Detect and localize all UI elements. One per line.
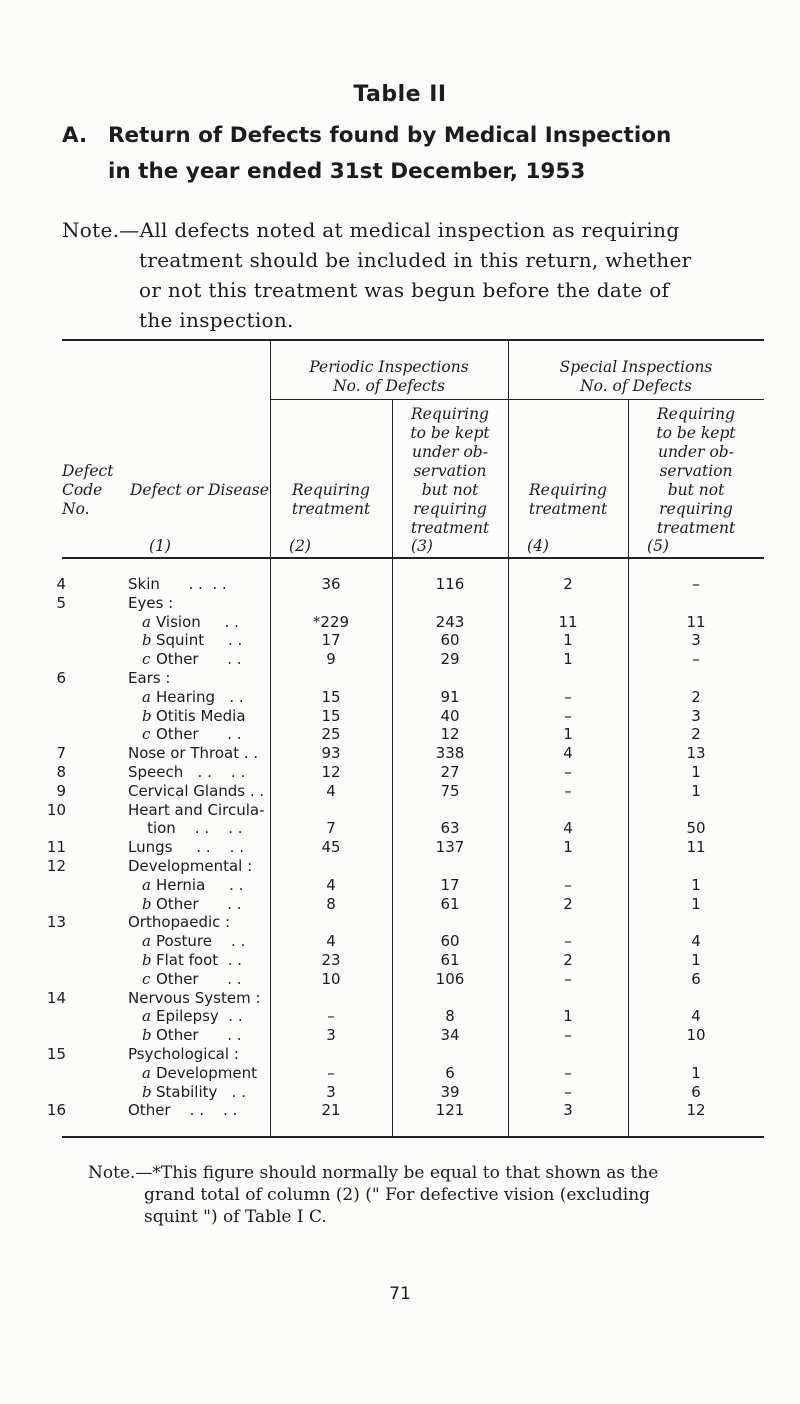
col5-header-line-3: under ob- [658, 443, 734, 461]
row-value-c2: 8 [326, 894, 336, 913]
row-label-text: Skin . . . . [128, 575, 227, 593]
note-line-4: the inspection. [139, 308, 294, 332]
row-value-c4: 1 [563, 631, 573, 650]
row-label [128, 1045, 239, 1064]
col5-header-line-5: but not [667, 481, 725, 499]
heading-line-1: Return of Defects found by Medical Inspection [108, 123, 672, 148]
group-divider-rule [270, 399, 764, 400]
row-value-c2: 4 [326, 875, 336, 894]
col2-number: (2) [289, 537, 311, 555]
row-value-c2: 9 [326, 650, 336, 669]
row-value-c4: 1 [563, 650, 573, 669]
row-sub-letter: c [142, 650, 151, 669]
col3-header-line-1: Requiring [411, 405, 489, 423]
row-label [128, 575, 227, 594]
col2-header-line-2: treatment [291, 500, 371, 518]
row-value-c3: 243 [435, 612, 465, 631]
col3-header-line-6: requiring [413, 500, 487, 518]
row-code: 16 [46, 1101, 66, 1120]
row-value-c2: 3 [326, 1082, 336, 1101]
col2-header [270, 481, 392, 519]
row-label-text: tion . . . . [128, 819, 243, 838]
row-value-c4: – [564, 932, 572, 951]
code-header-line-1: Defect [62, 462, 114, 480]
periodic-header-line-1: Periodic Inspections [309, 358, 469, 376]
row-label-text: Other . . [156, 969, 242, 988]
row-label [128, 707, 246, 726]
col5-header-line-4: servation [659, 462, 733, 480]
row-value-c4: 1 [563, 1007, 573, 1026]
periodic-header-line-2: No. of Defects [333, 377, 445, 395]
vline-3 [508, 339, 509, 1136]
row-value-c5: 10 [686, 1026, 706, 1045]
row-value-c4: – [564, 781, 572, 800]
row-label [128, 876, 243, 895]
row-value-c5: 3 [691, 706, 701, 725]
row-value-c4: 2 [563, 894, 573, 913]
row-sub-letter: a [142, 687, 151, 706]
row-code: 14 [46, 988, 66, 1007]
note-line-3: or not this treatment was begun before the date of [139, 278, 670, 302]
row-value-c2: 12 [321, 763, 341, 781]
row-value-c4: – [564, 1026, 572, 1045]
row-label [128, 801, 265, 820]
row-label [128, 631, 242, 650]
row-value-c2: – [327, 1063, 335, 1082]
row-code: 6 [56, 669, 66, 687]
col3-number: (3) [411, 537, 433, 555]
row-value-c5: 1 [691, 781, 701, 800]
row-value-c3: 40 [440, 706, 460, 725]
row-sub-letter: a [142, 612, 151, 631]
row-code: 15 [46, 1045, 66, 1063]
periodic-group-header [270, 358, 508, 396]
bottom-note-line-1: *This figure should normally be equal to that shown as the [152, 1163, 659, 1183]
row-label-text: Lungs . . . . [128, 838, 244, 857]
col5-header-line-1: Requiring [657, 405, 735, 423]
row-value-c3: 17 [440, 875, 460, 894]
vline-1 [270, 339, 271, 1136]
row-value-c2: – [327, 1007, 335, 1026]
row-label [128, 782, 264, 801]
row-label-text: Vision . . [156, 612, 239, 631]
code-header-line-3: No. [62, 500, 90, 518]
row-code: 11 [46, 838, 66, 857]
row-label [128, 650, 242, 669]
row-label-text: Nose or Throat . . [128, 744, 259, 763]
row-label-text: Speech . . . . [128, 763, 246, 781]
col4-header-line-2: treatment [528, 500, 608, 518]
row-label [128, 763, 245, 782]
row-value-c3: 29 [440, 650, 460, 669]
bottom-note [88, 1162, 748, 1228]
special-header-line-1: Special Inspections [559, 358, 713, 376]
col1-number: (1) [149, 537, 171, 555]
row-label [128, 688, 244, 707]
row-value-c4: 3 [563, 1101, 573, 1120]
col4-header [508, 481, 628, 519]
row-value-c5: 11 [686, 612, 706, 631]
row-value-c3: 338 [435, 744, 465, 763]
row-value-c5: 4 [691, 932, 701, 951]
row-value-c3: 137 [435, 838, 465, 857]
row-label-text: Ears : [128, 669, 171, 687]
row-value-c4: – [564, 706, 572, 725]
row-value-c5: 2 [691, 725, 701, 744]
row-value-c5: 11 [686, 838, 706, 857]
row-label [128, 1101, 237, 1120]
row-value-c5: 4 [691, 1007, 701, 1026]
row-label [128, 725, 242, 744]
row-sub-letter: b [142, 894, 152, 913]
row-value-c3: 106 [435, 969, 465, 988]
row-code: 9 [56, 781, 66, 800]
row-value-c2: 4 [326, 932, 336, 951]
table-title: Table II [353, 82, 447, 107]
row-label [128, 669, 170, 688]
row-value-c5: 12 [686, 1101, 706, 1120]
note-label: Note.— [62, 218, 140, 242]
row-value-c4: – [564, 687, 572, 706]
row-value-c3: 12 [440, 725, 460, 744]
row-value-c3: 39 [440, 1082, 460, 1101]
row-value-c4: – [564, 1082, 572, 1101]
row-label-text: Other . . . . [128, 1101, 238, 1120]
row-value-c5: 1 [691, 875, 701, 894]
row-value-c2: 21 [321, 1101, 341, 1120]
row-sub-letter: a [142, 932, 151, 951]
row-value-c2: 15 [321, 706, 341, 725]
row-code: 13 [46, 913, 66, 932]
row-value-c2: 45 [321, 838, 341, 857]
row-label-text: Eyes : [128, 593, 174, 612]
row-label-text: Orthopaedic : [128, 913, 231, 932]
row-value-c3: 61 [440, 894, 460, 913]
table-bottom-rule [62, 1136, 764, 1138]
row-label [128, 895, 242, 914]
row-label-text: Epilepsy . . [156, 1007, 243, 1026]
row-label-text: Development [156, 1063, 257, 1082]
row-label [128, 1007, 243, 1026]
col5-number: (5) [647, 537, 669, 555]
col4-header-line-1: Requiring [529, 481, 607, 499]
row-value-c3: 6 [445, 1063, 455, 1082]
row-value-c4: – [564, 1063, 572, 1082]
row-label-text: Nervous System : [128, 988, 261, 1007]
row-value-c5: 1 [691, 1063, 701, 1082]
row-label-text: Other . . [156, 894, 242, 913]
row-label-text: Other . . [156, 1026, 242, 1045]
row-label [128, 744, 258, 763]
row-code: 8 [56, 763, 66, 781]
row-value-c2: 17 [321, 631, 341, 650]
row-label-text: Flat foot . . [156, 951, 242, 969]
row-code: 5 [56, 593, 66, 612]
row-label-text: Hearing . . [156, 687, 244, 706]
row-label-text: Hernia . . [156, 875, 244, 894]
defect-disease-header [130, 481, 270, 500]
row-value-c3: 34 [440, 1026, 460, 1045]
col5-header [628, 405, 764, 538]
row-label-text: Heart and Circula- [128, 800, 265, 819]
row-label [128, 594, 173, 613]
row-label-text: Posture . . [156, 932, 246, 951]
row-value-c2: 4 [326, 781, 336, 800]
col3-header [392, 405, 508, 538]
col3-header-line-3: under ob- [412, 443, 488, 461]
row-value-c4: – [564, 763, 572, 781]
row-value-c5: – [692, 575, 700, 593]
row-sub-letter: b [142, 1026, 152, 1045]
col2-header-line-1: Requiring [292, 481, 370, 499]
row-sub-letter: a [142, 1007, 151, 1026]
row-label [128, 857, 252, 876]
row-value-c5: 6 [691, 1082, 701, 1101]
row-value-c4: 11 [558, 612, 578, 631]
row-label-text: Psychological : [128, 1045, 239, 1063]
row-label [128, 951, 242, 970]
row-value-c2: 36 [321, 575, 341, 593]
row-value-c4: 4 [563, 744, 573, 763]
row-label [128, 932, 245, 951]
row-value-c3: 116 [435, 575, 465, 593]
row-value-c5: 1 [691, 951, 701, 969]
table-top-rule [62, 339, 764, 341]
code-header-line-2: Code [62, 481, 103, 499]
row-value-c4: – [564, 969, 572, 988]
row-label-text: Other . . [156, 650, 242, 669]
row-value-c4: 1 [563, 838, 573, 857]
heading-line-2: in the year ended 31st December, 1953 [108, 159, 586, 184]
row-value-c2: 15 [321, 687, 341, 706]
row-label-text: Developmental : [128, 857, 253, 875]
row-label [128, 970, 242, 989]
col5-header-line-7: treatment [656, 519, 736, 537]
row-value-c3: 63 [440, 819, 460, 838]
row-sub-letter: b [142, 631, 152, 650]
row-value-c5: 1 [691, 763, 701, 781]
row-label-text: Stability . . [156, 1082, 246, 1101]
header-bottom-rule [62, 557, 764, 559]
row-value-c2: 7 [326, 819, 336, 838]
row-value-c2: *229 [312, 612, 350, 631]
row-value-c4: 2 [563, 575, 573, 593]
row-code: 7 [56, 744, 66, 763]
row-label-text: Squint . . [156, 631, 243, 650]
row-label [128, 613, 239, 632]
row-value-c4: 2 [563, 951, 573, 969]
row-value-c5: 1 [691, 894, 701, 913]
page-number: 71 [389, 1284, 411, 1304]
special-group-header [508, 358, 764, 396]
special-header-line-2: No. of Defects [580, 377, 692, 395]
row-sub-letter: b [142, 951, 152, 969]
row-value-c5: 50 [686, 819, 706, 838]
row-sub-letter: a [142, 1063, 151, 1082]
col3-header-line-4: servation [413, 462, 487, 480]
row-value-c5: – [692, 650, 700, 669]
row-value-c4: – [564, 875, 572, 894]
row-label [128, 838, 244, 857]
row-value-c4: 1 [563, 725, 573, 744]
row-value-c3: 91 [440, 687, 460, 706]
row-value-c2: 23 [321, 951, 341, 969]
row-sub-letter: b [142, 1082, 152, 1101]
bottom-note-line-2: grand total of column (2) (" For defective vision (excluding [144, 1185, 651, 1205]
row-code: 4 [56, 575, 66, 593]
col3-header-line-5: but not [421, 481, 479, 499]
col4-number: (4) [527, 537, 549, 555]
note-line-2: treatment should be included in this return, whether [139, 248, 692, 272]
row-value-c3: 121 [435, 1101, 465, 1120]
row-label [128, 989, 261, 1008]
row-label-text: Other . . [156, 725, 242, 744]
col3-header-line-7: treatment [410, 519, 490, 537]
row-value-c5: 6 [691, 969, 701, 988]
row-label [128, 1064, 257, 1083]
row-value-c5: 13 [686, 744, 706, 763]
note-line-1: All defects noted at medical inspection as requiring [139, 218, 680, 242]
row-label [128, 1083, 246, 1102]
row-label-text: Cervical Glands . . [128, 781, 265, 800]
row-value-c3: 61 [440, 951, 460, 969]
row-sub-letter: a [142, 875, 151, 894]
row-sub-letter: c [142, 969, 151, 988]
row-value-c2: 10 [321, 969, 341, 988]
row-value-c3: 60 [440, 932, 460, 951]
bottom-note-label: Note.— [88, 1163, 153, 1183]
row-value-c4: 4 [563, 819, 573, 838]
row-value-c2: 3 [326, 1026, 336, 1045]
row-value-c3: 8 [445, 1007, 455, 1026]
row-value-c3: 27 [440, 763, 460, 781]
col5-header-line-6: requiring [659, 500, 733, 518]
disease-header-text: Defect or Disease [130, 481, 269, 499]
row-value-c2: 25 [321, 725, 341, 744]
row-sub-letter: b [142, 706, 152, 725]
row-sub-letter: c [142, 725, 151, 744]
bottom-note-line-3: squint ") of Table I C. [144, 1207, 327, 1227]
row-code: 10 [46, 800, 66, 819]
row-label [128, 913, 230, 932]
row-value-c5: 3 [691, 631, 701, 650]
row-value-c5: 2 [691, 687, 701, 706]
row-value-c3: 60 [440, 631, 460, 650]
row-label [128, 1026, 242, 1045]
row-label-text: Otitis Media [156, 706, 246, 725]
row-value-c2: 93 [321, 744, 341, 763]
col5-header-line-2: to be kept [656, 424, 736, 442]
section-letter: A. [62, 123, 88, 148]
row-code: 12 [46, 857, 66, 875]
row-value-c3: 75 [440, 781, 460, 800]
row-label [128, 819, 243, 838]
col3-header-line-2: to be kept [410, 424, 490, 442]
